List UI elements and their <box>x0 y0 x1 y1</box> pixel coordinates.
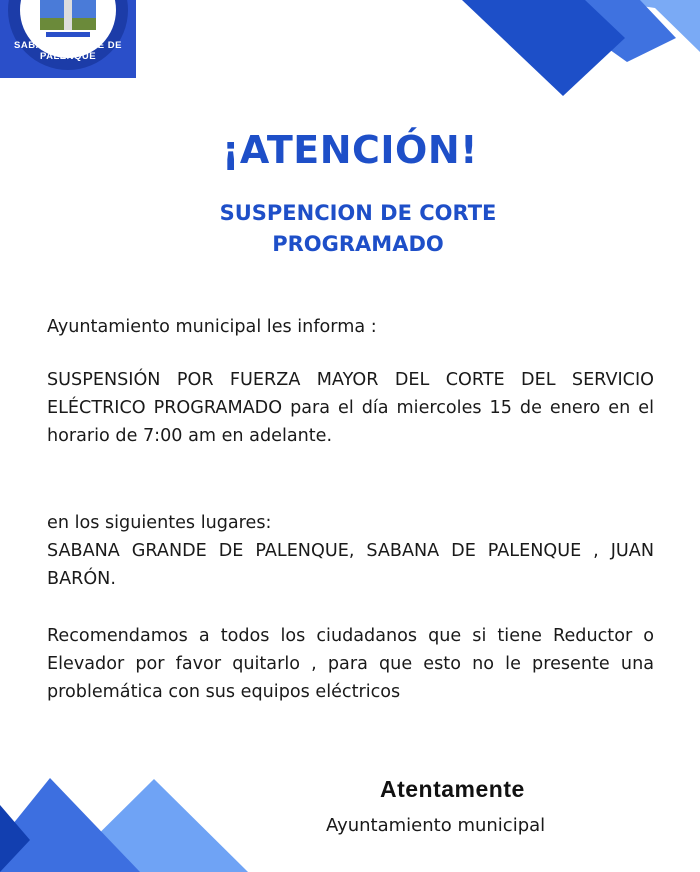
municipal-logo <box>0 0 136 78</box>
subtitle-line-1: SUSPENCION DE CORTE <box>219 201 497 225</box>
subtitle-line-2: PROGRAMADO <box>272 232 444 256</box>
page-subtitle <box>0 198 700 260</box>
recommendation-text: Recomendamos a todos los ciudadanos que si tiene Reductor o Elevador por favor quitarlo , para que esto no le presente una problemática con sus equipos eléctricos <box>47 626 654 702</box>
top-right-mid-triangle <box>540 0 676 62</box>
places-label: en los siguientes lugares: <box>47 513 272 533</box>
page-title: ¡ATENCIÓN! <box>222 128 478 172</box>
places-list: SABANA GRANDE DE PALENQUE, SABANA DE PALENQUE , JUAN BARÓN. <box>47 541 654 589</box>
top-right-dark-triangle <box>462 0 625 96</box>
intro-text: Ayuntamiento municipal les informa : <box>47 317 377 337</box>
notice-text: SUSPENSIÓN POR FUERZA MAYOR DEL CORTE DEL SERVICIO ELÉCTRICO PROGRAMADO para el día miercoles 15 de enero en el horario de 7:00 am en adelante. <box>47 370 654 446</box>
bottom-left-dark-triangle <box>0 805 30 872</box>
signature-text: Ayuntamiento municipal <box>326 815 546 836</box>
top-right-light-triangle <box>602 0 700 52</box>
logo-text: SABANA GRANDE DE PALENQUE <box>14 40 122 62</box>
bottom-left-light-triangle <box>60 779 248 872</box>
municipal-seal-icon <box>0 0 136 78</box>
closing-text: Atentamente <box>380 776 525 802</box>
bottom-left-mid-triangle <box>0 778 140 872</box>
